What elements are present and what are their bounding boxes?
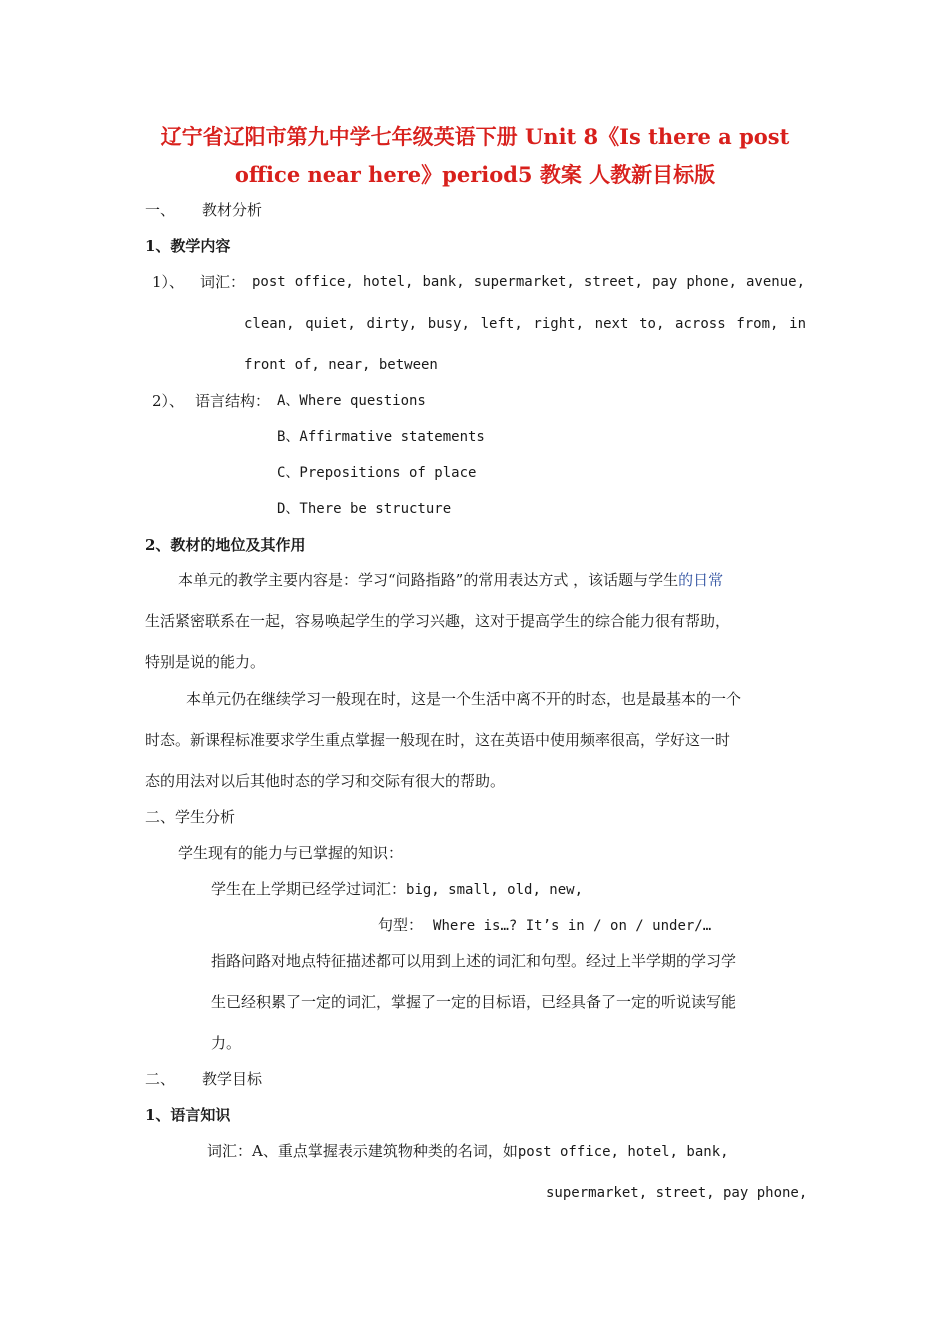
section-3-heading: 教学目标: [202, 1070, 263, 1088]
section-3-number: 二、: [145, 1070, 176, 1088]
prior-pattern-label: 句型：: [378, 916, 424, 934]
item-2-b: B、Affirmative statements: [277, 429, 485, 445]
student-paragraph-line-3: 力。: [211, 1034, 242, 1052]
item-1-vocab-line-2: clean, quiet, dirty, busy, left, right, next to, across from, in: [244, 316, 806, 332]
objective-vocab-label: 词汇：A、重点掌握表示建筑物种类的名词，如: [207, 1142, 518, 1160]
prior-pattern-text: Where is…? It’s in / on / under/…: [433, 918, 712, 934]
paragraph-1-line-1: [178, 570, 723, 590]
item-2-d: D、There be structure: [277, 501, 452, 517]
prior-pattern-line: [378, 915, 711, 936]
paragraph-1-line-1-text: 本单元的教学主要内容是：学习“问路指路”的常用表达方式 ，该话题与学生: [178, 571, 679, 589]
paragraph-1-line-3: 特别是说的能力。: [145, 653, 266, 671]
item-2-label: 语言结构：: [195, 392, 271, 410]
item-2-c: C、Prepositions of place: [277, 465, 477, 481]
prior-vocab-line: [211, 879, 583, 900]
objective-vocab-line-2: supermarket, street, pay phone,: [546, 1185, 808, 1201]
objective-vocab-words-1: post office, hotel, bank,: [517, 1144, 729, 1160]
item-1-number: 1）、: [152, 273, 185, 291]
document-title: [120, 118, 830, 194]
section-1-number: 一、: [145, 201, 176, 219]
section-2-heading: 二、学生分析: [145, 808, 236, 826]
student-analysis-intro: 学生现有的能力与已掌握的知识：: [178, 844, 404, 862]
paragraph-2-line-1: 本单元仍在继续学习一般现在时，这是一个生活中离不开的时态，也是最基本的一个: [186, 690, 742, 708]
section-1-heading: 教材分析: [202, 201, 263, 219]
prior-vocab-words: big, small, old, new,: [406, 882, 584, 898]
paragraph-2-line-2: 时态。新课程标准要求学生重点掌握一般现在时，这在英语中使用频率很高，学好这一时: [145, 731, 731, 749]
title-line-1: 辽宁省辽阳市第九中学七年级英语下册 Unit 8《Is there a post: [160, 124, 790, 149]
subheading-language-knowledge: 1、语言知识: [145, 1106, 231, 1124]
item-2-number: 2）、: [152, 392, 185, 410]
item-1-vocab-line-1: post office, hotel, bank, supermarket, street, pay phone, avenue,: [252, 274, 805, 290]
paragraph-1-line-2: 生活紧密联系在一起，容易唤起学生的学习兴趣，这对于提高学生的综合能力很有帮助，: [145, 612, 731, 630]
student-paragraph-line-1: 指路问路对地点特征描述都可以用到上述的词汇和句型。经过上半学期的学习学: [211, 952, 737, 970]
item-2-a: A、Where questions: [277, 393, 426, 409]
subheading-teaching-content: 1、教学内容: [145, 237, 231, 255]
prior-vocab-label: 学生在上学期已经学过词汇：: [211, 880, 407, 898]
title-line-2: office near here》period5 教案 人教新目标版: [234, 162, 716, 187]
subheading-textbook-role: 2、教材的地位及其作用: [145, 536, 306, 554]
student-paragraph-line-2: 生已经积累了一定的词汇，掌握了一定的目标语，已经具备了一定的听说读写能: [211, 993, 737, 1011]
item-1-vocab-line-3: front of, near, between: [244, 357, 438, 373]
paragraph-2-line-3: 态的用法对以后其他时态的学习和交际有很大的帮助。: [145, 772, 506, 790]
objective-vocab-line-1: [207, 1141, 729, 1162]
item-1-label: 词汇：: [200, 273, 246, 291]
paragraph-1-line-1-blue-text: 的日常: [678, 571, 724, 589]
